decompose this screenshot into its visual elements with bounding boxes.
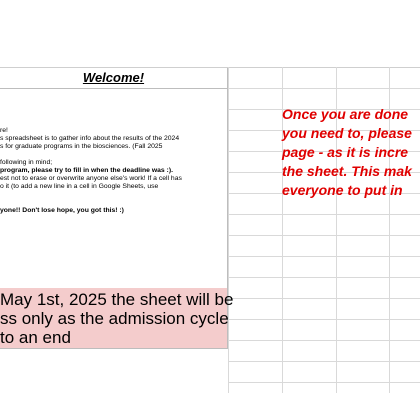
intro-line: s for graduate programs in the biosciences. (Fall 2025 — [0, 143, 163, 150]
welcome-header-cell[interactable] — [0, 68, 228, 89]
notice-cell[interactable] — [0, 288, 234, 349]
side-note-line: Once you are done — [282, 106, 409, 122]
intro-text-cell[interactable] — [0, 89, 228, 288]
side-note-line: page - as it is incre — [282, 144, 409, 160]
column-divider — [228, 67, 229, 393]
intro-line: o it (to add a new line in a cell in Google Sheets, use — [0, 183, 159, 190]
side-note-line: the sheet. This mak — [282, 163, 412, 179]
row-divider — [228, 277, 420, 278]
row-divider — [228, 298, 420, 299]
row-divider — [228, 214, 420, 215]
row-divider — [228, 235, 420, 236]
intro-line: yone!! Don't lose hope, you got this! :) — [0, 207, 124, 214]
row-divider — [228, 319, 420, 320]
notice-line: ss only as the admission cycle — [0, 309, 229, 328]
intro-line: program, please try to fill in when the deadline was :). — [0, 167, 173, 174]
row-divider — [228, 361, 420, 362]
notice-line: May 1st, 2025 the sheet will be — [0, 290, 234, 309]
intro-line: following in mind; — [0, 159, 53, 166]
notice-line: to an end — [0, 328, 71, 347]
welcome-title: Welcome! — [82, 70, 145, 85]
intro-line: re! — [0, 127, 8, 134]
side-note-line: you need to, please — [282, 125, 412, 141]
intro-line: est not to erase or overwrite anyone else's work! If a cell has — [0, 175, 182, 182]
row-divider — [228, 340, 420, 341]
row-divider — [228, 382, 420, 383]
side-note-line: everyone to put in — [282, 182, 403, 198]
row-divider — [228, 256, 420, 257]
row-divider — [228, 88, 420, 89]
intro-line: s spreadsheet is to gather info about the results of the 2024 — [0, 135, 180, 142]
